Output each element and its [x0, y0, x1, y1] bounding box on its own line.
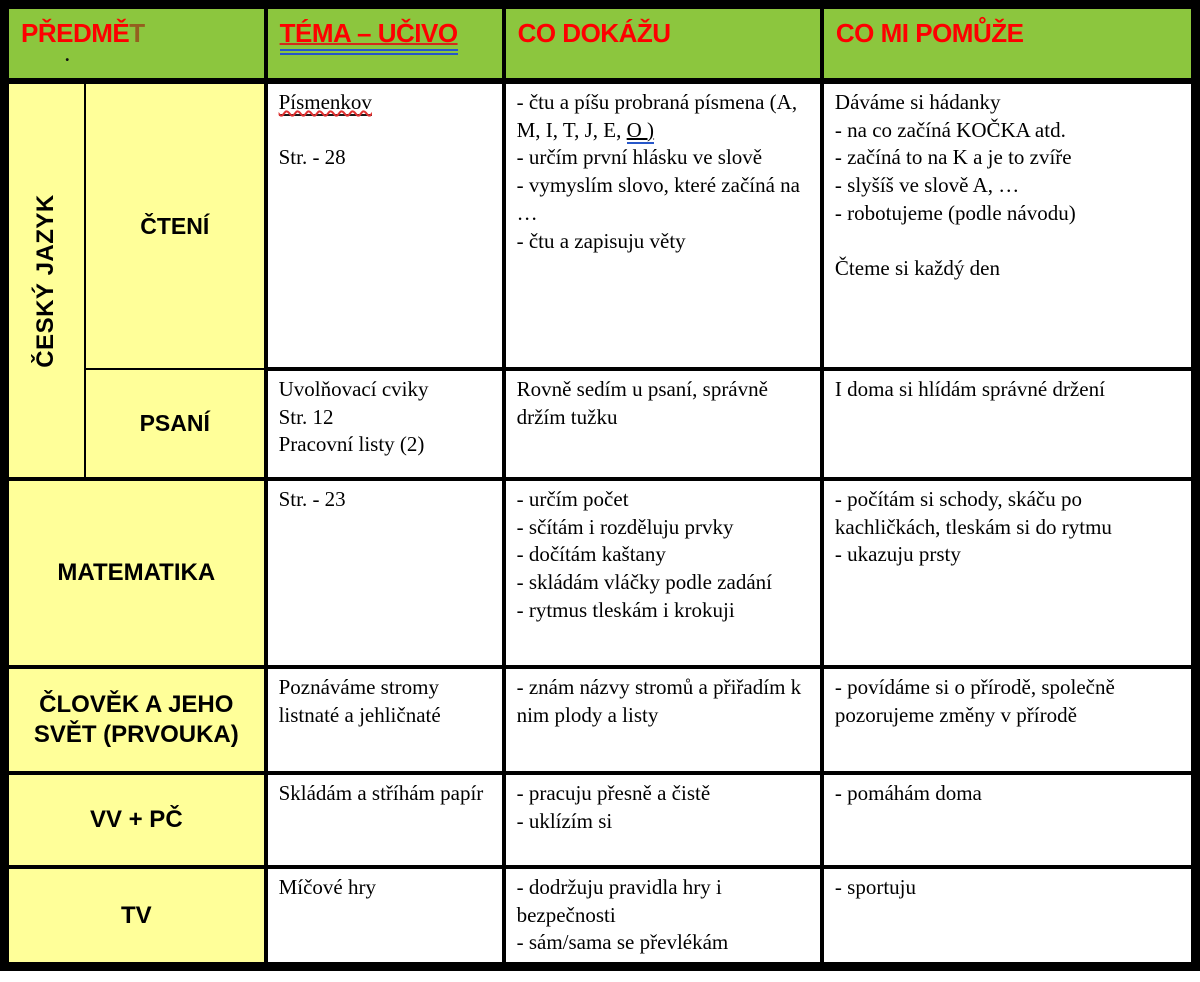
subject-label-tv: TV: [5, 867, 266, 967]
cell-matematika-pomuze: [822, 479, 1196, 667]
blank-line: [835, 228, 1183, 256]
clovek-pomuze-text: - povídáme si o přírodě, společně pozorujeme změny v přírodě: [834, 675, 1115, 727]
cteni-dokazu-line: - čtu a zapisuju věty: [516, 228, 686, 253]
tv-pomuze-text: - sportuju: [834, 875, 916, 899]
matematika-tema-text: Str. - 23: [278, 487, 346, 511]
cteni-dokazu-line: - určím první hlásku ve slově: [516, 145, 763, 170]
cell-psani-dokazu: [504, 369, 822, 479]
psani-tema-line: Pracovní listy (2): [278, 432, 425, 457]
subject-label-vv-pc: VV + PČ: [5, 773, 266, 867]
cell-tv-pomuze: [822, 867, 1196, 967]
cteni-tema-title: Písmenkov: [278, 90, 372, 114]
cteni-dokazu-line: - vymyslím slovo, které začíná na …: [516, 173, 800, 225]
psani-tema-line: Str. 12: [278, 404, 334, 429]
row-clovek-a-jeho-svet: [5, 667, 1196, 773]
cteni-pomuze-line: Dáváme si hádanky: [834, 90, 1001, 114]
header-cell-pomuze: [822, 5, 1196, 82]
row-vv-pc: [5, 773, 1196, 867]
matematika-dokazu-line: - určím počet: [516, 487, 629, 511]
matematika-dokazu-line: - sčítám i rozděluju prvky: [516, 514, 734, 539]
psani-tema-line: Uvolňovací cviky: [278, 377, 429, 401]
row-matematika: [5, 479, 1196, 667]
cell-cteni-pomuze: [822, 81, 1196, 369]
header-cell-dokazu: [504, 5, 822, 82]
cteni-pomuze-line: - začíná to na K a je to zvíře: [834, 145, 1072, 170]
matematika-dokazu-line: - rytmus tleskám i krokuji: [516, 597, 735, 622]
psani-dokazu-text: Rovně sedím u psaní, správně držím tužku: [516, 377, 768, 429]
psani-pomuze-text: I doma si hlídám správné držení: [834, 377, 1105, 401]
tv-dokazu-line: - sám/sama se převlékám: [516, 930, 729, 955]
cteni-pomuze-line: - robotujeme (podle návodu): [834, 200, 1076, 225]
cell-matematika-dokazu: [504, 479, 822, 667]
subject-label-clovek-a-jeho-svet: ČLOVĚK A JEHO SVĚT (PRVOUKA): [5, 667, 266, 773]
cesky-jazyk-vertical-label: ČESKÝ JAZYK: [32, 193, 60, 368]
tv-tema-text: Míčové hry: [278, 875, 376, 899]
cell-clovek-dokazu: [504, 667, 822, 773]
header-predmet-last-letter: T: [129, 18, 145, 48]
cteni-pomuze-line: Čteme si každý den: [834, 256, 1000, 281]
cell-vv-pc-dokazu: [504, 773, 822, 867]
vv-pc-pomuze-text: - pomáhám doma: [834, 781, 982, 805]
cell-psani-pomuze: [822, 369, 1196, 479]
header-pomuze-label: CO MI POMŮŽE: [835, 18, 1024, 48]
header-predmet-label: PŘEDMĚT: [21, 18, 145, 48]
cteni-dokazu-o-underlined: O ): [626, 117, 655, 142]
subject-group-cesky-jazyk: [5, 81, 85, 479]
cell-psani-tema: [266, 369, 504, 479]
cteni-pomuze-line: - na co začíná KOČKA atd.: [834, 117, 1066, 142]
cteni-dokazu-p1: - čtu a píšu probraná písmena (A, M, I, T, J, E, O ): [516, 90, 798, 142]
cell-matematika-tema: [266, 479, 504, 667]
matematika-pomuze-line: - počítám si schody, skáču po kachličkách, tleskám si do rytmu: [834, 487, 1112, 539]
vv-pc-dokazu-line: - pracuju přesně a čistě: [516, 781, 711, 805]
cteni-tema-page: Str. - 28: [278, 145, 346, 170]
cell-tv-dokazu: [504, 867, 822, 967]
matematika-pomuze-line: - ukazuju prsty: [834, 542, 961, 567]
header-cell-tema: [266, 5, 504, 82]
cell-clovek-tema: [266, 667, 504, 773]
header-row: [5, 5, 1196, 82]
vv-pc-dokazu-line: - uklízím si: [516, 808, 613, 833]
matematika-dokazu-line: - dočítám kaštany: [516, 542, 666, 567]
header-tema-label: TÉMA – UČIVO: [280, 18, 458, 55]
row-tv: [5, 867, 1196, 967]
subject-label-psani: PSANÍ: [85, 369, 266, 479]
vv-pc-tema-text: Skládám a stříhám papír: [278, 781, 484, 805]
row-cteni: [5, 81, 1196, 369]
subject-label-matematika: MATEMATIKA: [5, 479, 266, 667]
cell-clovek-pomuze: [822, 667, 1196, 773]
cteni-pomuze-line: - slyšíš ve slově A, …: [834, 173, 1020, 198]
clovek-tema-text: Poznáváme stromy listnaté a jehličnaté: [278, 675, 441, 727]
matematika-dokazu-line: - skládám vláčky podle zadání: [516, 570, 772, 595]
tv-dokazu-line: - dodržuju pravidla hry i bezpečnosti: [516, 875, 722, 927]
row-psani: [5, 369, 1196, 479]
header-dokazu-label: CO DOKÁŽU: [517, 18, 671, 48]
clovek-dokazu-text: - znám názvy stromů a přiřadím k nim plody a listy: [516, 675, 802, 727]
cell-cteni-tema: [266, 81, 504, 369]
cell-tv-tema: [266, 867, 504, 967]
cell-cteni-dokazu: [504, 81, 822, 369]
subject-label-cteni: ČTENÍ: [85, 81, 266, 369]
header-predmet-dot: .: [65, 45, 69, 65]
cell-vv-pc-pomuze: [822, 773, 1196, 867]
header-cell-predmet: [5, 5, 266, 82]
cell-vv-pc-tema: [266, 773, 504, 867]
blank-line: [279, 117, 494, 145]
